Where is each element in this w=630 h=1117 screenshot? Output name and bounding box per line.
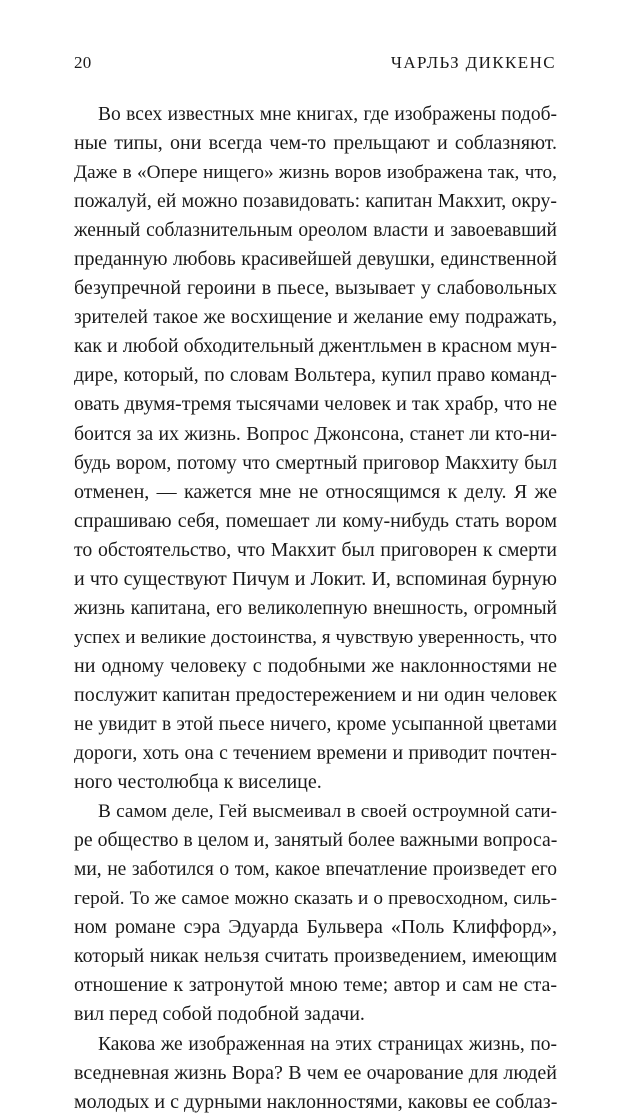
- text-line: ре общество в целом и, занятый более важными вопроса-: [74, 829, 558, 852]
- text-line: Какова же изображенная на этих страницах жизнь, по-: [98, 1033, 557, 1055]
- text-line: ми, не заботился о том, какое впечатление произведет его: [74, 859, 557, 881]
- text-line: послужит капитан предостережением и ни один человек: [74, 683, 557, 706]
- text-line: безупречной героини в пьесе, вызывает у слабовольных: [74, 277, 557, 300]
- text-line: Во всех известных мне книгах, где изображены подоб-: [98, 104, 557, 125]
- text-line: то обстоятельство, что Макхит был приговорен к смерти: [74, 538, 557, 561]
- text-line: вседневная жизнь Вора? В чем ее очарование для людей: [74, 1061, 557, 1084]
- text-line: и что существуют Пичум и Локит. И, вспоминая бурную: [74, 567, 557, 590]
- page-number: 20: [74, 53, 92, 72]
- text-line: не увидит в этой пьесе ничего, кроме усыпанной цветами: [74, 713, 557, 735]
- text-line: В самом деле, Гей высмеивал в своей остроумной сати-: [98, 801, 557, 823]
- text-line: успех и великие достоинства, я чувствую уверенность, что: [74, 626, 557, 648]
- text-line: дороги, хоть она с течением времени и приводит почтен-: [74, 742, 557, 765]
- text-line: герой. То же самое можно сказать и о превосходном, силь-: [74, 888, 557, 910]
- text-line: как и любой обходительный джентльмен в красном мун-: [74, 335, 557, 358]
- text-line: отношение к затронутой мною теме; автор и сам не ста-: [74, 974, 557, 997]
- text-line: преданную любовь красивейшей девушки, единственной: [74, 248, 557, 271]
- text-line: молодых и с дурными наклонностями, каковы ее соблаз-: [74, 1090, 558, 1113]
- text-line: дире, который, по словам Вольтера, купил право команд-: [74, 364, 557, 387]
- text-line: жизнь капитана, его великолепную внешность, огромный: [74, 597, 557, 619]
- running-title: ЧАРЛЬЗ ДИККЕНС: [390, 53, 556, 72]
- text-line: овать двумя-тремя тысячами человек и так храбр, что не: [74, 393, 557, 416]
- text-line: женный соблазнительным ореолом власти и завоевавший: [74, 220, 557, 242]
- text-line: отменен, — кажется мне не относящимся к делу. Я же: [74, 480, 557, 503]
- text-line: который никак нельзя считать произведением, имеющим: [74, 945, 557, 968]
- text-line: Даже в «Опере нищего» жизнь воров изображена так, что,: [74, 162, 557, 184]
- text-line: боится за их жизнь. Вопрос Джонсона, станет ли кто-ни-: [74, 422, 557, 445]
- text-line: ные типы, они всегда чем-то прельщают и соблазняют.: [74, 132, 557, 155]
- text-line: ного честолюбца к виселице.: [74, 771, 322, 794]
- text-line: спрашиваю себя, помешает ли кому-нибудь стать вором: [74, 509, 557, 532]
- text-line: будь вором, потому что смертный приговор Макхиту был: [74, 452, 557, 474]
- text-line: ном романе сэра Эдуарда Бульвера «Поль Клиффорд»,: [74, 916, 557, 939]
- text-line: пожалуй, ей можно позавидовать: капитан Макхит, окру-: [74, 190, 557, 213]
- text-line: зрителей такое же восхищение и желание ему подражать,: [74, 307, 557, 329]
- body-text: [74, 100, 557, 1117]
- text-line: ни одному человеку с подобными же наклонностями не: [74, 654, 557, 677]
- text-line: вил перед собой подобной задачи.: [74, 1003, 365, 1026]
